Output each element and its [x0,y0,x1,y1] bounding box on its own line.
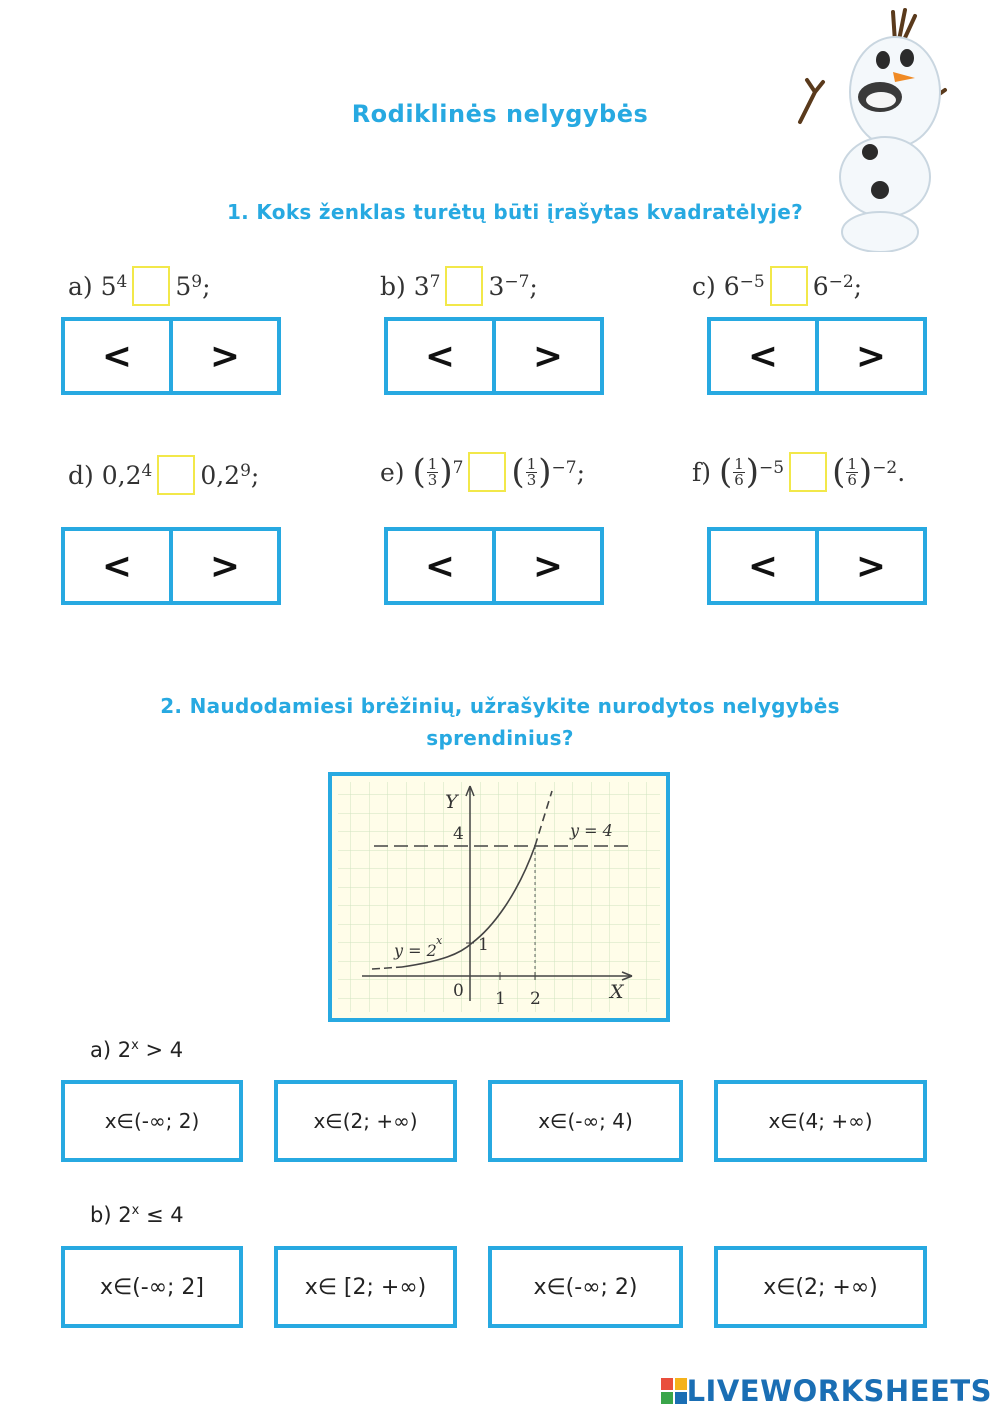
line-label: y = 4 [570,821,613,840]
right-base: 5 [175,271,192,301]
end-mark: ; [529,271,538,301]
option-a-3[interactable]: x∈(-∞; 4) [488,1080,683,1162]
fraction: $\frac{1}{6}$ [734,454,744,489]
left-base: 3 [413,271,430,301]
greater-than-choice[interactable]: > [815,321,923,391]
y-tick-4: 4 [453,824,464,844]
choice-pair-b [384,317,604,395]
left-exponent: −5 [739,272,765,292]
right-exponent: 9 [191,272,203,292]
option-a-4[interactable]: x∈(4; +∞) [714,1080,927,1162]
answer-box[interactable] [445,266,483,306]
option-b-2[interactable]: x∈ [2; +∞) [274,1246,457,1328]
answer-box[interactable] [789,452,827,492]
curve-label: y = 2 [394,941,437,960]
answer-box[interactable] [157,455,195,495]
item-label: d) [68,460,94,490]
y-axis-label: Y [445,791,458,813]
left-exponent: 4 [116,272,128,292]
choice-pair-f [707,527,927,605]
inequality-a [90,1038,183,1062]
right-exponent: −7 [504,272,530,292]
less-than-choice[interactable]: < [424,335,456,377]
logo-text: LIVEWORKSHEETS [686,1374,992,1408]
graph-svg [332,776,666,1018]
right-base: 0,2 [200,460,241,490]
end-mark: ; [202,271,211,301]
right-exponent: −2 [828,272,854,292]
task1-item-f: f) ( $\frac{1}{6}$ ) $^{-5}$ ( $\frac{1}{6}$ ) $^{-2}$ . [692,452,906,492]
greater-than-choice[interactable]: > [492,321,600,391]
exponential-graph [328,772,670,1022]
option-b-1[interactable]: x∈(-∞; 2] [61,1246,243,1328]
fraction: $\frac{1}{6}$ [847,454,857,489]
left-base: 6 [723,271,740,301]
task2-heading-line2: sprendinius? [426,726,574,750]
origin-label: 0 [453,981,464,1001]
liveworksheets-logo [661,1374,992,1408]
task1-item-d [68,455,259,495]
greater-than-choice[interactable]: > [169,321,277,391]
inequality-a-exp: x [131,1038,139,1053]
task1-heading: 1. Koks ženklas turėtų būti įrašytas kvadratėlyje? [226,200,804,224]
right-base: 6 [812,271,829,301]
inequality-b-exp: x [131,1203,140,1218]
greater-than-choice[interactable]: > [169,531,277,601]
inequality-a-base: a) 2 [90,1038,132,1062]
task1-item-e: e) ( $\frac{1}{3}$ ) $^7$ ( $\frac{1}{3}$ ) $^{-7}$ ; [380,452,585,492]
choice-pair-d [61,527,281,605]
logo-icon [661,1378,687,1404]
end-mark: ; [576,457,585,487]
x-tick-1: 1 [495,989,506,1009]
item-label: a) [68,271,93,301]
greater-than-choice[interactable]: > [815,531,923,601]
end-mark: ; [853,271,863,301]
right-exponent: −2 [872,458,898,478]
item-label: b) [380,271,406,301]
right-exponent: 9 [240,461,251,481]
inequality-a-rest: > 4 [138,1038,184,1062]
option-b-4[interactable]: x∈(2; +∞) [714,1246,927,1328]
inequality-b-base: b) 2 [90,1203,132,1227]
left-exponent: 7 [452,458,464,478]
left-exponent: 7 [429,272,441,292]
page-title: Rodiklinės nelygybės [351,100,649,128]
greater-than-choice[interactable]: > [492,531,600,601]
choice-pair-c [707,317,927,395]
x-tick-2: 2 [530,989,541,1009]
item-label: e) [380,457,405,487]
x-axis-label: X [610,981,624,1003]
left-exponent: 4 [141,461,153,481]
answer-box[interactable] [468,452,506,492]
item-label: c) [692,271,716,301]
right-base: 3 [488,271,505,301]
inequality-b [90,1203,184,1227]
less-than-choice[interactable]: < [424,545,456,587]
fraction: $\frac{1}{3}$ [526,454,537,489]
option-a-2[interactable]: x∈(2; +∞) [274,1080,457,1162]
item-label: f) [692,457,712,487]
fraction: $\frac{1}{3}$ [427,454,438,489]
task1-item-b [380,266,538,306]
less-than-choice[interactable]: < [101,335,133,377]
task2-heading [100,690,900,754]
task2-heading-line1: 2. Naudodamiesi brėžinių, užrašykite nurodytos nelygybės [160,694,840,718]
choice-pair-a [61,317,281,395]
option-a-1[interactable]: x∈(-∞; 2) [61,1080,243,1162]
answer-box[interactable] [132,266,170,306]
less-than-choice[interactable]: < [101,545,133,587]
choice-pair-e [384,527,604,605]
task1-item-c [692,266,862,306]
left-exponent: −5 [759,458,785,478]
inequality-b-rest: ≤ 4 [139,1203,184,1227]
task1-item-a [68,266,211,306]
end-mark: ; [250,460,260,490]
curve-label-exponent: x [436,934,443,947]
answer-box[interactable] [770,266,808,306]
option-b-3[interactable]: x∈(-∞; 2) [488,1246,683,1328]
right-exponent: −7 [551,458,577,478]
y-tick-1: 1 [478,935,489,955]
left-base: 0,2 [101,460,142,490]
left-base: 5 [100,271,117,301]
end-mark: . [897,457,906,487]
less-than-choice[interactable]: < [747,545,779,587]
less-than-choice[interactable]: < [747,335,779,377]
